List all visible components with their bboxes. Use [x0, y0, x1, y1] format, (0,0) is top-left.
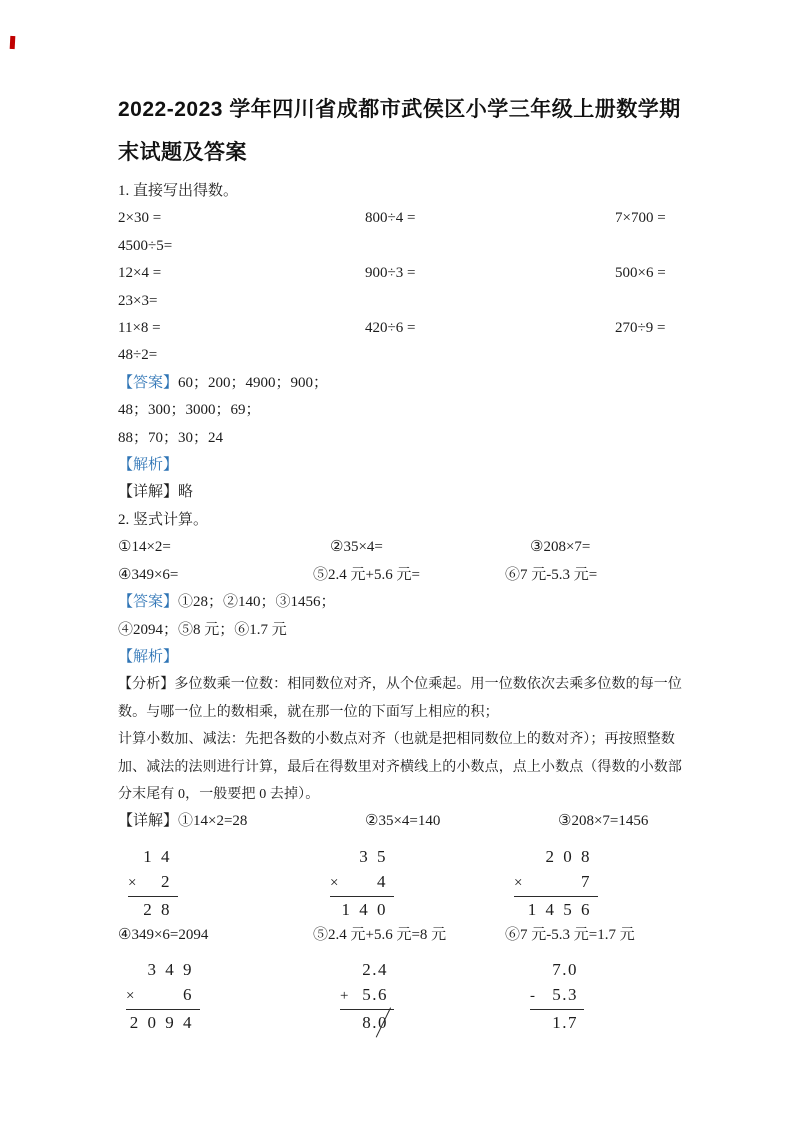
vc-operand: 7 [581, 871, 592, 891]
vc-top: 2 0 8 [545, 846, 592, 866]
q2-answer-line-1 [118, 589, 683, 616]
q1-detail-line [118, 479, 683, 506]
vc-mid [128, 869, 178, 897]
plus-sign: + [340, 988, 349, 1005]
vc-result: 2 0 9 4 [129, 1013, 194, 1033]
vc-mid [530, 982, 584, 1010]
vc-mid [126, 982, 200, 1010]
answer-values: ①28；②140；③1456； [178, 594, 336, 611]
vc-result-main: 8. [362, 1013, 378, 1033]
vc-top: 1 4 [143, 846, 172, 866]
q1-answer-line-1 [118, 370, 683, 397]
q2-analysis-text: 分末尾有 0，一般要把 0 去掉）。 [118, 786, 320, 802]
equation [615, 342, 683, 369]
equation: ③208×7= [530, 539, 591, 556]
q2-problem-row [118, 562, 683, 589]
vc-top: 3 4 9 [147, 960, 194, 980]
vc-top: 7.0 [552, 960, 578, 980]
equation: 800÷4 = [365, 210, 416, 227]
q1-equation-row [118, 205, 683, 232]
equation: ⑥7 元-5.3 元= [505, 566, 598, 583]
vertical-calc-14x2 [128, 844, 178, 922]
q2-analysis-text: 加、减法的法则进行计算，最后在得数里对齐横线上的小数点，点上小数点（得数的小数部 [118, 759, 682, 775]
q2-result-row [118, 922, 683, 949]
vc-mid [330, 869, 394, 897]
vc-operand: 6 [183, 985, 194, 1005]
equation: 2×30 = [118, 210, 162, 227]
equation: ⑤2.4 元+5.6 元= [313, 566, 420, 583]
equation [365, 342, 615, 369]
vc-top: 3 5 [359, 846, 388, 866]
q2-analysis-text: 数。与哪一位上的数相乘，就在那一位的下面写上相应的积； [118, 704, 499, 720]
vertical-calc-208x7 [514, 844, 598, 922]
q1-answer-line-2: 48；300；3000；69； [118, 402, 261, 419]
vertical-calc-2.4plus5.6 [340, 957, 394, 1035]
vertical-calc-349x6 [126, 957, 200, 1035]
vc-operand: 4 [377, 871, 388, 891]
equation: 900÷3 = [365, 265, 416, 282]
vc-operand: 2 [161, 871, 172, 891]
vertical-calc-35x4 [330, 844, 394, 922]
equation: ①14×2= [118, 539, 171, 556]
vc-mid [514, 869, 598, 897]
vc-result: 1 4 0 [341, 899, 388, 919]
vc-result-struck-zero: 0 [378, 1010, 388, 1035]
vertical-calc-row-1 [118, 844, 683, 922]
detail-text: 略 [178, 484, 194, 501]
q2-heading: 2. 竖式计算。 [118, 511, 209, 528]
equation: 11×8 = [118, 320, 161, 337]
equation: ④349×6= [118, 566, 179, 583]
vc-result: 1 4 5 6 [527, 899, 592, 919]
q2-problem-row [118, 534, 683, 561]
vc-result: 2 8 [143, 899, 172, 919]
page-title [118, 88, 683, 174]
vc-top: 2.4 [362, 960, 388, 980]
equation: 500×6 = [615, 265, 666, 282]
equation: ②35×4= [330, 539, 383, 556]
q2-analysis-text: 计算小数加、减法：先把各数的小数点对齐（也就是把相同数位上的数对齐）；再按照整数 [118, 732, 675, 748]
q1-analysis-label: 【解析】 [118, 457, 179, 474]
result-equation: ⑥7 元-5.3 元=1.7 元 [505, 926, 635, 943]
q1-heading: 1. 直接写出得数。 [118, 183, 239, 199]
vertical-calc-row-2 [118, 957, 683, 1035]
equation: 4500÷5= [118, 237, 173, 254]
detail-equation: ③208×7=1456 [558, 813, 649, 830]
title-line-1: 2022-2023 学年四川省成都市武侯区小学三年级上册数学期 [118, 98, 681, 121]
vertical-calc-7.0minus5.3 [530, 957, 584, 1035]
q1-equation-row [118, 288, 683, 315]
minus-sign: - [530, 988, 535, 1005]
answer-values: 60；200；4900；900； [178, 374, 329, 391]
result-equation: ⑤2.4 元+5.6 元=8 元 [313, 926, 447, 943]
vc-result: 1.7 [552, 1013, 578, 1033]
detail-label: 【详解】 [118, 484, 179, 501]
q2-answer-line-2: ④2094；⑤8 元；⑥1.7 元 [118, 621, 287, 638]
equation [615, 288, 683, 315]
vc-mid [340, 982, 394, 1010]
q1-answer-line-3: 88；70；30；24 [118, 429, 224, 446]
equation: 23×3= [118, 292, 158, 309]
q1-equation-row [118, 315, 683, 342]
equation [365, 233, 615, 260]
detail-equation: ②35×4=140 [365, 813, 441, 830]
vc-result [340, 1010, 394, 1035]
q1-equation-row [118, 260, 683, 287]
equation: 12×4 = [118, 265, 162, 282]
q2-analysis-text: 【分析】多位数乘一位数：相同数位对齐，从个位乘起。用一位数依次去乘多位数的每一位 [118, 677, 682, 693]
q1-equation-row [118, 233, 683, 260]
equation: 270÷9 = [615, 320, 666, 337]
title-line-2: 末试题及答案 [118, 141, 247, 164]
multiply-sign: × [514, 874, 523, 891]
corner-mark [10, 36, 16, 49]
vc-operand: 5.3 [552, 985, 578, 1005]
document-body [118, 178, 683, 1035]
multiply-sign: × [330, 874, 339, 891]
multiply-sign: × [128, 874, 137, 891]
result-equation: ④349×6=2094 [118, 926, 209, 943]
q2-analysis-label: 【解析】 [118, 648, 179, 665]
detail-equation: 【详解】①14×2=28 [118, 813, 248, 830]
q2-detail-row [118, 808, 683, 835]
q1-equation-row [118, 342, 683, 369]
equation: 7×700 = [615, 210, 666, 227]
equation [365, 288, 615, 315]
equation: 420÷6 = [365, 320, 416, 337]
equation: 48÷2= [118, 347, 158, 364]
vc-operand: 5.6 [362, 985, 388, 1005]
multiply-sign: × [126, 988, 135, 1005]
equation [615, 233, 683, 260]
answer-label: 【答案】 [118, 594, 179, 611]
answer-label: 【答案】 [118, 374, 179, 391]
